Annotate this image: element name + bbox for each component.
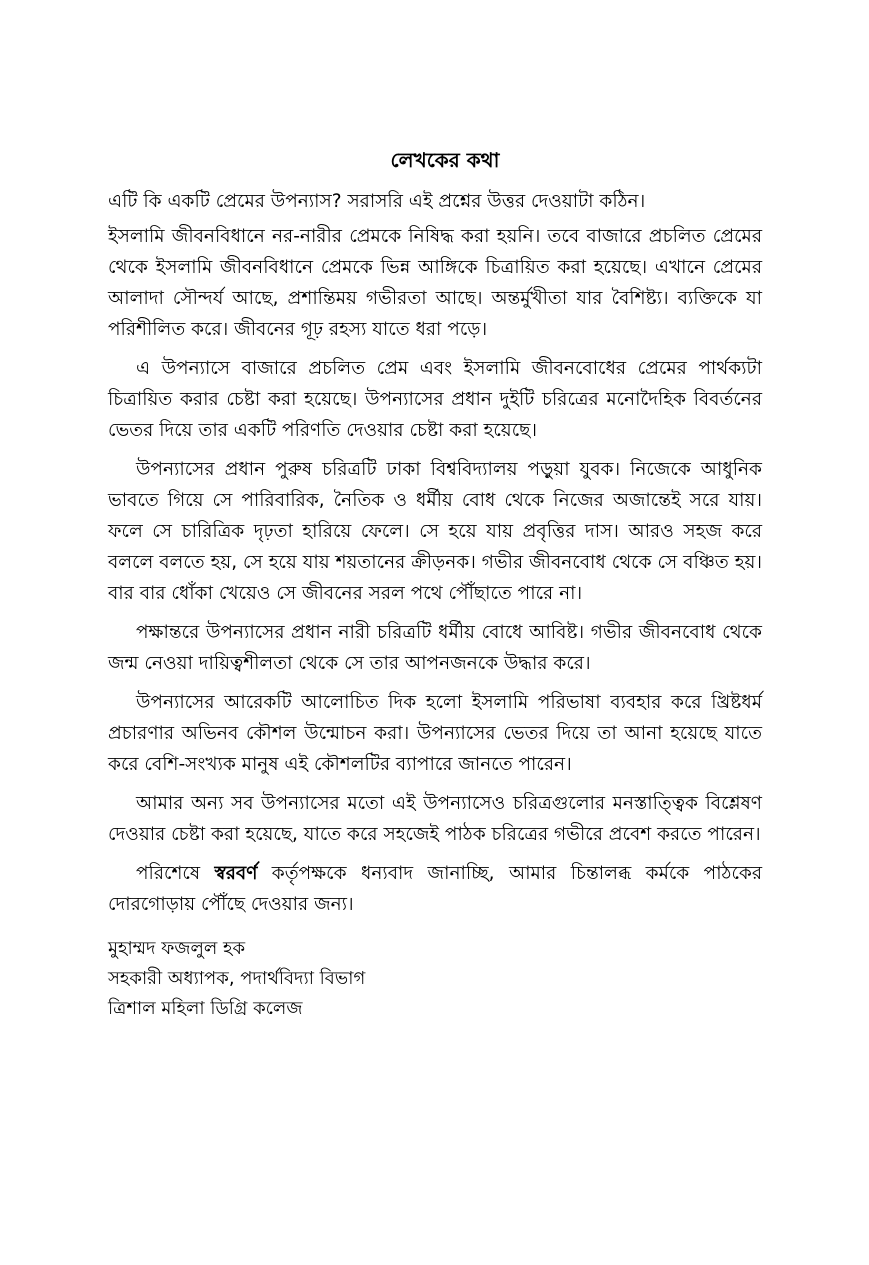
closing-before: পরিশেষে — [136, 863, 215, 884]
page-title: লেখকের কথা — [390, 148, 500, 172]
paragraph-7: আমার অন্য সব উপন্যাসের মতো এই উপন্যাসেও চরিত্রগুলোর মনস্তাত্ত্বিক বিশ্লেষণ দেওয়ার চেষ্টা করা হয়েছে, যাতে করে সহজেই পাঠক চরিত্রের গভীরে প্রবেশ করতে পারেন। — [108, 793, 762, 845]
publisher-name: স্বরবর্ণ — [214, 863, 258, 884]
paragraph-1: এটি কি একটি প্রেমের উপন্যাস? সরাসরি এই প্রশ্নের উত্তর দেওয়াটা কঠিন। — [108, 191, 646, 212]
author-institution: ত্রিশাল মহিলা ডিগ্রি কলেজ — [108, 998, 303, 1019]
paragraph-5: পক্ষান্তরে উপন্যাসের প্রধান নারী চরিত্রটি ধর্মীয় বোধে আবিষ্ট। গভীর জীবনবোধ থেকে জন্ম নেওয়া দায়িত্বশীলতা থেকে সে তার আপনজনকে উদ্ধার করে। — [108, 622, 762, 674]
preface-page — [108, 138, 762, 1024]
author-position: সহকারী অধ্যাপক, পদার্থবিদ্যা বিভাগ — [108, 968, 366, 989]
closing-after: কর্তৃপক্ষকে ধন্যবাদ জানাচ্ছি, আমার চিন্তালব্ধ কর্মকে পাঠকের দোরগোড়ায় পৌঁছে দেওয়ার জন্য। — [108, 863, 763, 915]
paragraph-2: ইসলামি জীবনবিধানে নর-নারীর প্রেমকে নিষিদ্ধ করা হয়নি। তবে বাজারে প্রচলিত প্রেমের থেকে ইসলামি জীবনবিধানে প্রেমকে ভিন্ন আঙ্গিকে চিত্রায়িত করা হয়েছে। এখানে প্রেমের আলাদা সৌন্দর্য আছে, প্রশান্তিময় গভীরতা আছে। অন্তর্মুখীতা যার বৈশিষ্ট্য। ব্যক্তিকে যা পরিশীলিত করে। জীবনের গূঢ় রহস্য যাতে ধরা পড়ে। — [108, 226, 762, 340]
paragraph-3: এ উপন্যাসে বাজারে প্রচলিত প্রেম এবং ইসলামি জীবনবোধের প্রেমের পার্থক্যটা চিত্রায়িত করার চেষ্টা করা হয়েছে। উপন্যাসের প্রধান দুইটি চরিত্রের মনোদৈহিক বিবর্তনের ভেতর দিয়ে তার একটি পরিণতি দেওয়ার চেষ্টা করা হয়েছে। — [108, 358, 762, 441]
closing-paragraph — [108, 858, 762, 920]
author-name: মুহাম্মদ ফজলুল হক — [108, 938, 246, 959]
paragraph-4: উপন্যাসের প্রধান পুরুষ চরিত্রটি ঢাকা বিশ্ববিদ্যালয় পড়ুয়া যুবক। নিজেকে আধুনিক ভাবতে গিয়ে সে পারিবারিক, নৈতিক ও ধর্মীয় বোধ থেকে নিজের অজান্তেই সরে যায়। ফলে সে চারিত্রিক দৃঢ়তা হারিয়ে ফেলে। সে হয়ে যায় প্রবৃত্তির দাস। আরও সহজ করে বললে বলতে হয়, সে হয়ে যায় শয়তানের ক্রীড়নক। গভীর জীবনবোধ থেকে সে বঞ্চিত হয়। বার বার ধোঁকা খেয়েও সে জীবনের সরল পথে পৌঁছাতে পারে না। — [108, 459, 762, 604]
paragraph-6: উপন্যাসের আরেকটি আলোচিত দিক হলো ইসলামি পরিভাষা ব্যবহার করে খ্রিষ্টধর্ম প্রচারণার অভিনব কৌশল উন্মোচন করা। উপন্যাসের ভেতর দিয়ে তা আনা হয়েছে যাতে করে বেশি-সংখ্যক মানুষ এই কৌশলটির ব্যাপারে জানতে পারেন। — [108, 692, 762, 775]
author-signature — [108, 934, 762, 1024]
